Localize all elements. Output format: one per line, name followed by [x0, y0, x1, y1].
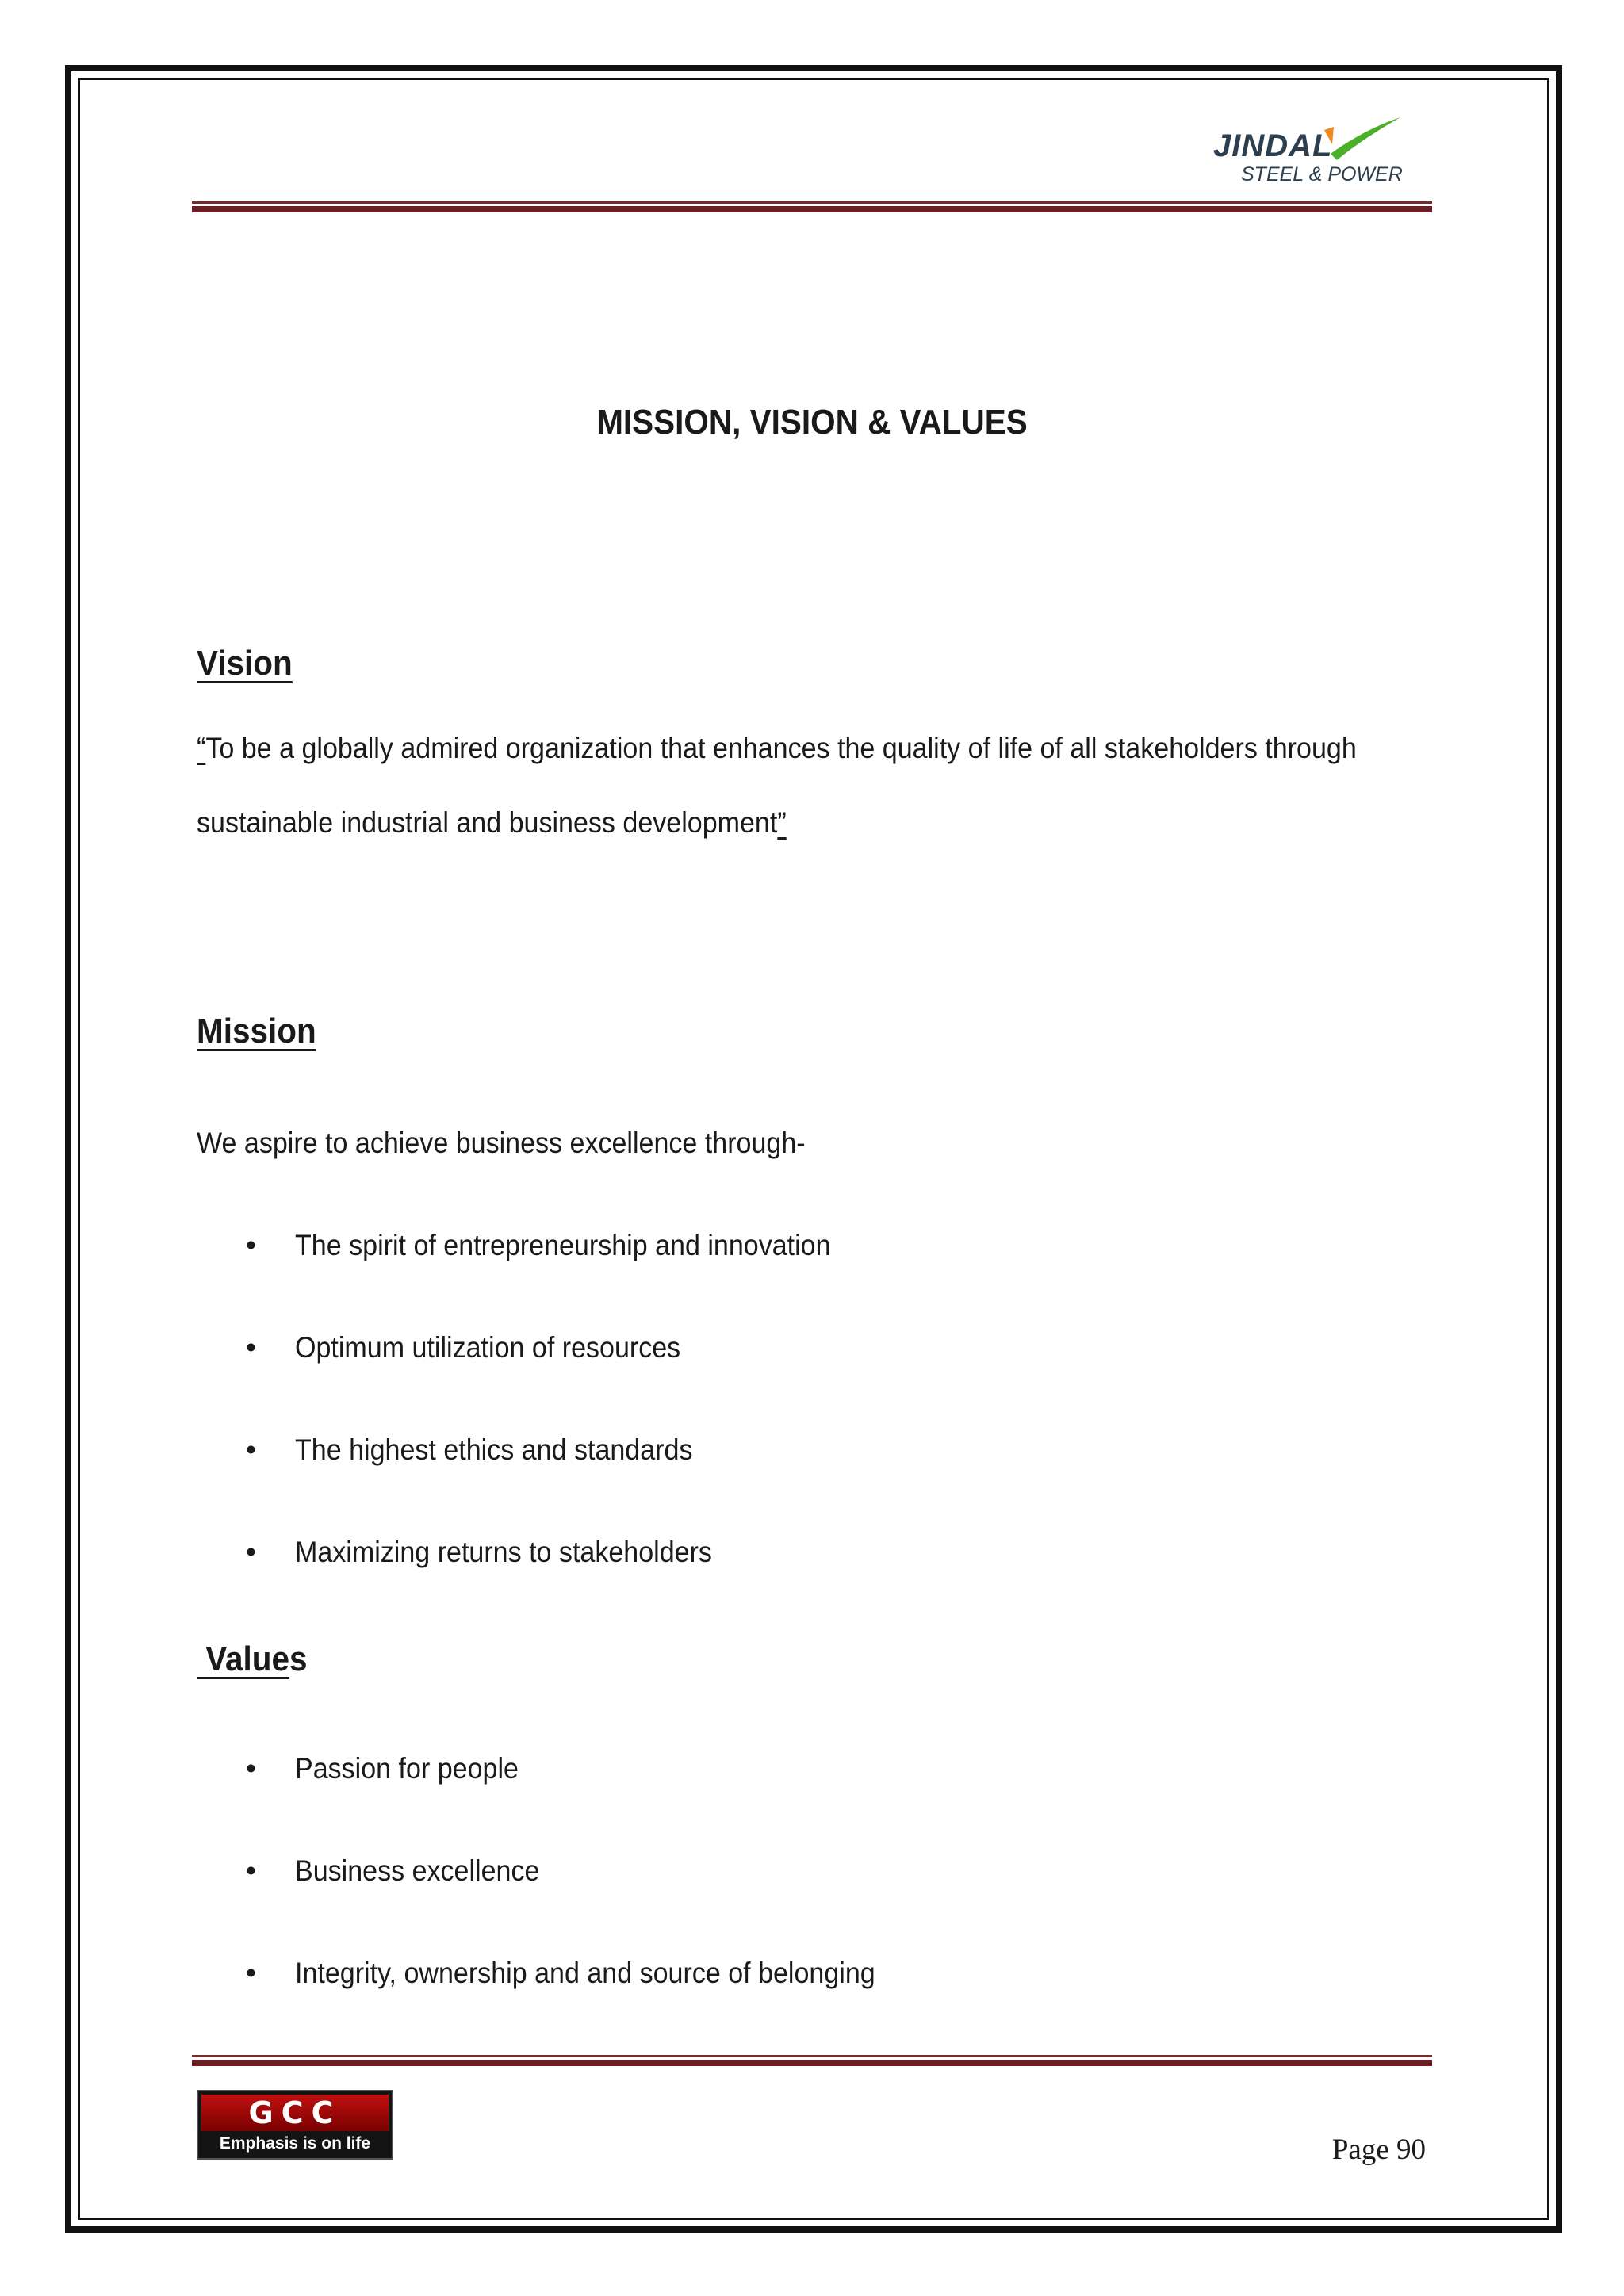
close-quote: ”	[777, 806, 787, 839]
list-item: The highest ethics and standards	[295, 1433, 693, 1466]
mission-intro: We aspire to achieve business excellence through-	[197, 1127, 806, 1159]
gcc-logo	[197, 2090, 393, 2160]
values-heading	[197, 1640, 308, 1679]
bullet-icon: •	[246, 1536, 256, 1568]
footer-rule	[192, 2055, 1432, 2066]
vision-line-2	[197, 806, 787, 840]
jindal-logo	[1205, 109, 1404, 189]
bullet-icon: •	[246, 1331, 256, 1364]
mission-heading: Mission	[197, 1012, 316, 1050]
bullet-icon: •	[246, 1854, 256, 1887]
bullet-icon: •	[246, 1957, 256, 1989]
list-item: Integrity, ownership and and source of belonging	[295, 1957, 875, 1989]
list-item: Optimum utilization of resources	[295, 1331, 681, 1364]
list-item: The spirit of entrepreneurship and innovation	[295, 1229, 831, 1261]
vision-line-2-text: sustainable industrial and business development	[197, 806, 778, 839]
logo-main-text: JINDAL	[1213, 128, 1333, 163]
page-title: MISSION, VISION & VALUES	[596, 403, 1028, 442]
list-item: Maximizing returns to stakeholders	[295, 1536, 712, 1568]
logo-sub-text: STEEL & POWER	[1241, 163, 1403, 186]
page-number: Page 90	[1331, 2133, 1426, 2166]
values-heading-rest: s	[289, 1640, 308, 1678]
bullet-icon: •	[246, 1752, 256, 1785]
list-item: Passion for people	[295, 1752, 519, 1785]
gcc-logo-letters: GCC	[248, 2095, 342, 2130]
vision-line-1	[197, 731, 1357, 766]
header-rule	[192, 201, 1432, 212]
bullet-icon: •	[246, 1433, 256, 1466]
open-quote: “	[197, 732, 206, 764]
vision-line-1-text: To be a globally admired organization that enhances the quality of life of all stakeholders through	[205, 732, 1357, 764]
vision-heading: Vision	[197, 644, 293, 683]
list-item: Business excellence	[295, 1854, 540, 1887]
bullet-icon: •	[246, 1229, 256, 1261]
gcc-logo-tagline: Emphasis is on life	[219, 2134, 371, 2152]
values-heading-underlined: Value	[197, 1640, 290, 1678]
